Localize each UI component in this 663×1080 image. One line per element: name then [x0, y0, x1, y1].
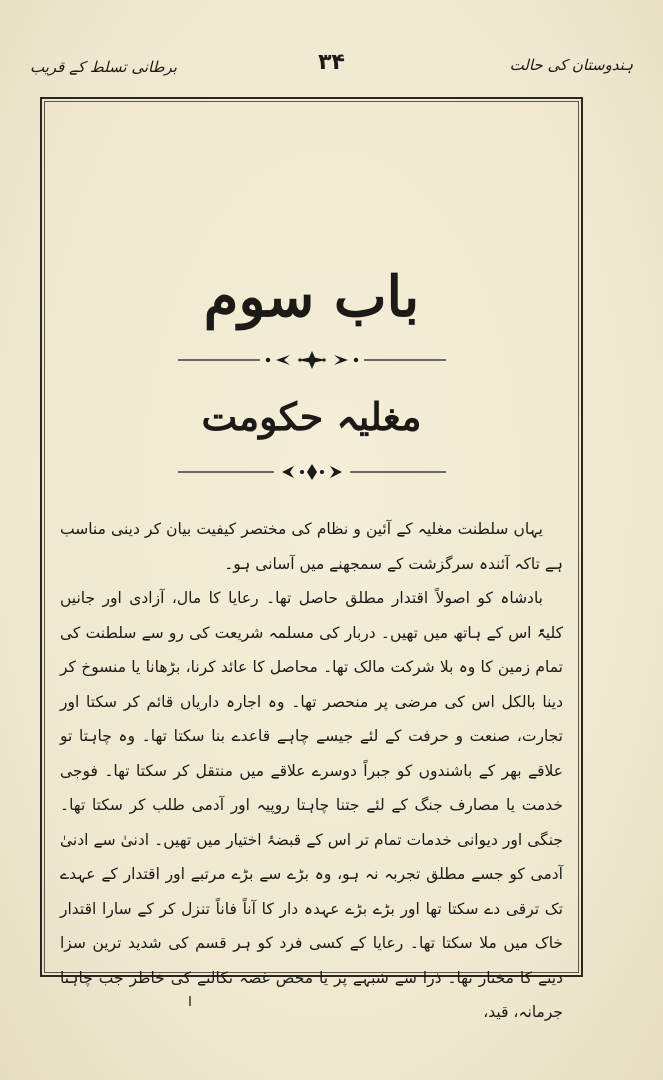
ornament-divider-icon — [178, 350, 446, 370]
print-mark — [189, 996, 191, 1006]
section-title: مغلیہ حکومت — [201, 394, 422, 439]
chapter-title: باب سوم — [203, 264, 420, 330]
ornament-divider-icon — [178, 462, 446, 482]
paragraph: بادشاہ کو اصولاً اقتدار مطلق حاصل تھا۔ رعایا کا مال، آزادی اور جانیں کلیۃً اس کے ہاتھ میں تھیں۔ دربار کی مسلمہ شریعت کی رو سے سلطنت کی تمام زمین کا وہ بلا شرکت مالک تھا۔ محاصل کا عائد کرنا، بڑھانا یا منسوخ کر دینا بالکل اس کی مرضی پر منحصر تھا۔ وہ اجارہ داریاں قائم کر سکتا اور تجارت، صنعت و حرفت کے لئے جیسے چاہے قاعدے بنا سکتا تھا۔ وہ چاہتا تو علاقے بھر کے باشندوں کو جبراً دوسرے علاقے میں منتقل کر سکتا تھا۔ فوجی خدمت یا مصارف جنگ کے لئے جتنا چاہتا روپیہ اور آدمی طلب کر سکتا تھا۔ جنگی اور دیوانی خدمات تمام تر اس کے قبضۂ اختیار میں تھیں۔ ادنیٰ سے ادنیٰ آدمی کو جسے مطلق تجربہ نہ ہو، وہ بڑے سے بڑے مرتبے اور اقتدار کے عہدے تک ترقی دے سکتا تھا اور بڑے بڑے عہدہ دار کا آناً فاناً تنزل کر کے سارا اقتدار خاک میں ملا سکتا تھا۔ رعایا کے کسی فرد کو ہر قسم کی شدید ترین سزا دینے کا مختار تھا۔ ذرا سے شبہے پر یا محض غصہ نکالنے کی خاطر جب چاہتا جرمانہ، قید، — [60, 589, 563, 1021]
paragraph: یہاں سلطنت مغلیہ کے آئین و نظام کی مختصر کیفیت بیان کر دینی مناسب ہے تاکہ آئندہ سرگزشت کے سمجھنے میں آسانی ہو۔ — [60, 520, 563, 573]
running-head — [30, 50, 633, 90]
running-head-book-title: ہندوستان کی حالت — [509, 56, 633, 74]
page-number: ۳۴ — [318, 50, 345, 75]
body-text — [60, 512, 563, 1030]
running-head-chapter-title: برطانی تسلط کے قریب — [30, 58, 177, 76]
